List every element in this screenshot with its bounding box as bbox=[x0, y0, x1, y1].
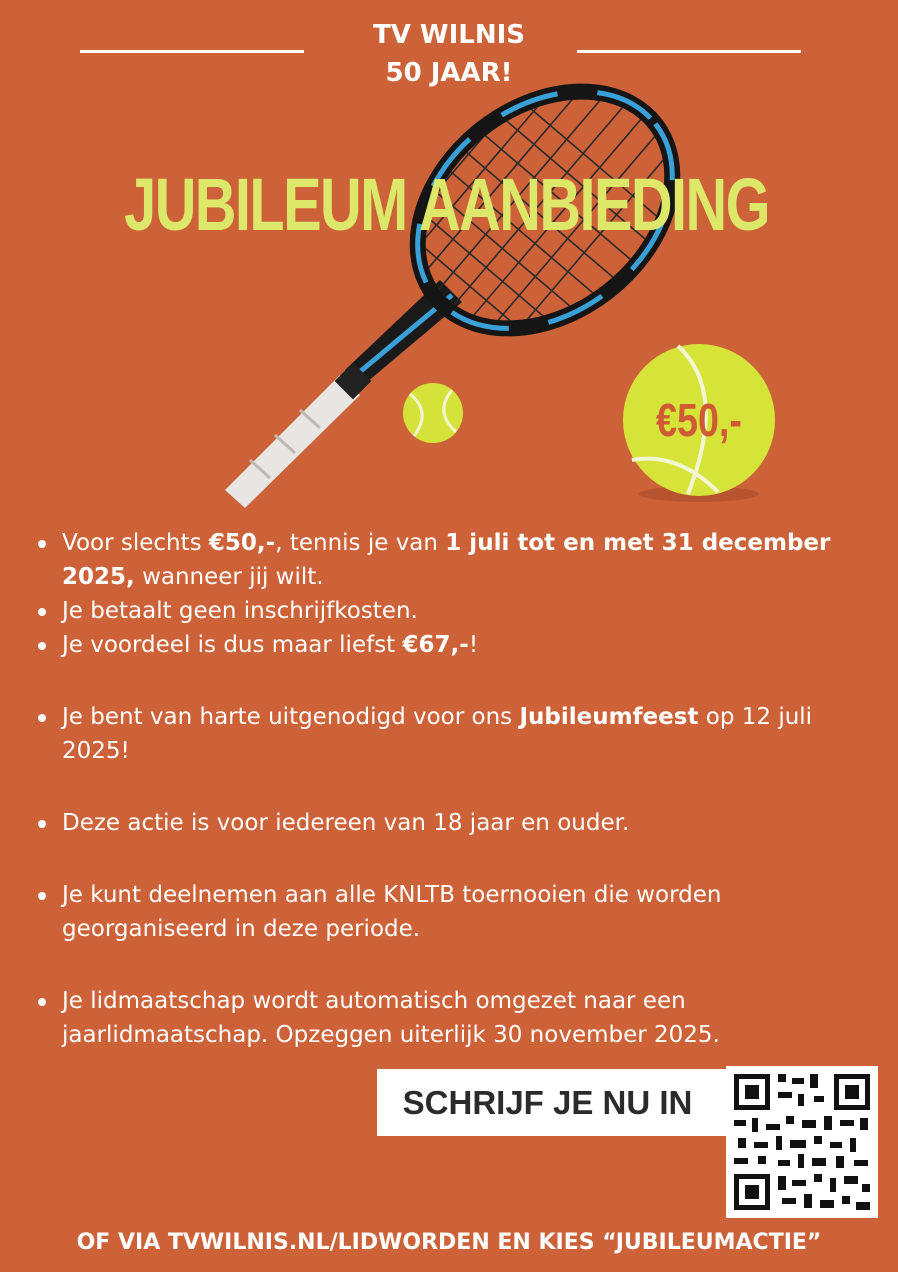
list-item: Deze actie is voor iedereen van 18 jaar en ouder. bbox=[38, 806, 868, 840]
offer-bullet-list bbox=[38, 526, 868, 1052]
list-item: Je voordeel is dus maar liefst €67,-! bbox=[38, 628, 868, 662]
price-badge: €50,- bbox=[656, 394, 742, 446]
list-item: Je kunt deelnemen aan alle KNLTB toernooien die worden georganiseerd in deze periode. bbox=[38, 878, 868, 946]
club-name: TV WILNIS bbox=[373, 20, 525, 50]
offer-headline: JUBILEUM AANBIEDING bbox=[124, 163, 770, 246]
list-item: Je bent van harte uitgenodigd voor ons Jubileumfeest op 12 juli 2025! bbox=[38, 700, 868, 768]
list-item: Je lidmaatschap wordt automatisch omgezet naar een jaarlidmaatschap. Opzeggen uiterlijk 30 november 2025. bbox=[38, 984, 868, 1052]
list-item: Je betaalt geen inschrijfkosten. bbox=[38, 594, 868, 628]
anniversary-label: 50 JAAR! bbox=[385, 58, 513, 88]
tennis-ball-small-image bbox=[402, 382, 464, 444]
signup-url-footer: OF VIA TVWILNIS.NL/LIDWORDEN EN KIES “JUBILEUMACTIE” bbox=[76, 1230, 822, 1255]
qr-code-image[interactable] bbox=[726, 1066, 878, 1218]
list-item: Voor slechts €50,-, tennis je van 1 juli tot en met 31 december 2025, wanneer jij wilt. bbox=[38, 526, 868, 594]
signup-button[interactable]: SCHRIJF JE NU IN bbox=[377, 1069, 726, 1136]
